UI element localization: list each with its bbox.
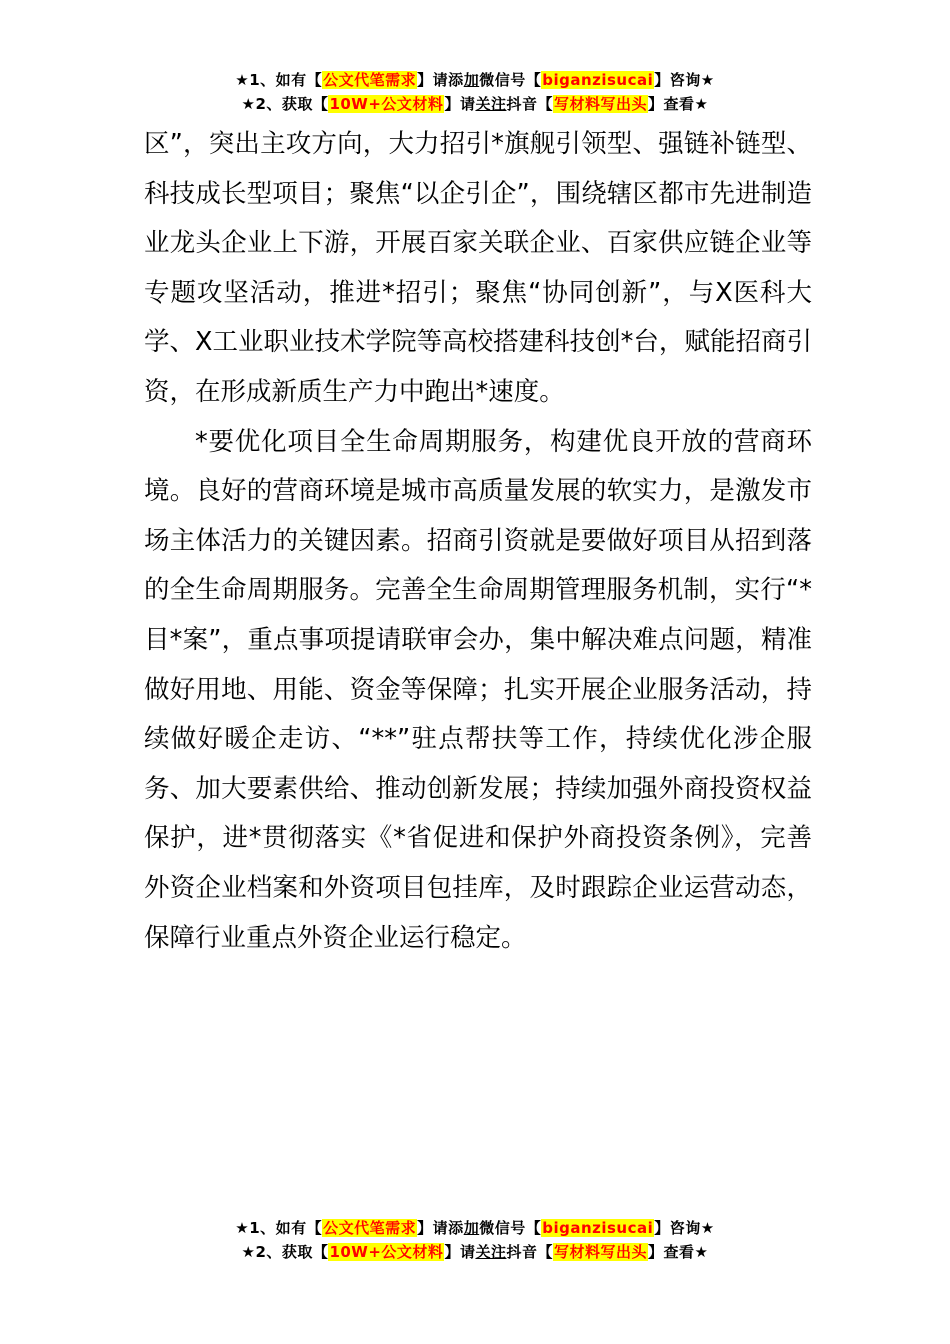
banner-text: 】咨询★ <box>654 1219 715 1237</box>
document-body <box>144 120 812 963</box>
banner-highlight: 写材料写出头 <box>553 1243 647 1261</box>
banner-highlight: 公文代笔需求 <box>323 71 417 89</box>
banner-text: 】咨询★ <box>654 71 715 89</box>
banner-text: 抖音【 <box>506 1243 553 1261</box>
banner-highlight: biganzisucai <box>542 1219 654 1237</box>
banner-text: 】请添 <box>417 1219 464 1237</box>
paragraph: *要优化项目全生命周期服务，构建优良开放的营商环境。良好的营商环境是城市高质量发展的软实力，是激发市场主体活力的关键因素。招商引资就是要做好项目从招到落的全生命周期服务。完善全生命周期管理服务机制，实行“*目*案”，重点事项提请联审会办，集中解决难点问题，精准做好用地、用能、资金等保障；扎实开展企业服务活动，持续做好暖企走访、“**”驻点帮扶等工作，持续优化涉企服务、加大要素供给、推动创新发展；持续加强外商投资权益保护，进*贯彻落实《*省促进和保护外商投资条例》，完善外资企业档案和外资项目包挂库，及时跟踪企业运营动态，保障行业重点外资企业运行稳定。 <box>144 426 812 953</box>
banner-text: 】查看★ <box>648 1243 709 1261</box>
banner-highlight: 写材料写出头 <box>553 95 647 113</box>
paragraph: 区”，突出主攻方向，大力招引*旗舰引领型、强链补链型、科技成长型项目；聚焦“以企引企”，围绕辖区都市先进制造业龙头企业上下游，开展百家关联企业、百家供应链企业等专题攻坚活动，推进*招引；聚焦“协同创新”，与X医科大学、X工业职业技术学院等高校搭建科技创*台，赋能招商引资，在形成新质生产力中跑出*速度。 <box>144 129 812 407</box>
banner-text: 微信号【 <box>479 71 542 89</box>
banner-line-2 <box>0 1240 950 1264</box>
banner-line-2 <box>0 92 950 116</box>
header-banner <box>0 68 950 116</box>
banner-highlight: 公文代笔需求 <box>323 1219 417 1237</box>
banner-line-1 <box>0 1216 950 1240</box>
banner-highlight: biganzisucai <box>542 71 654 89</box>
banner-underlined-text: 关注 <box>475 1243 507 1261</box>
banner-text: 】查看★ <box>648 95 709 113</box>
banner-highlight: 10W+公文材料 <box>329 95 444 113</box>
banner-text: 抖音【 <box>506 95 553 113</box>
banner-text: ★2、获取【 <box>241 95 329 113</box>
banner-highlight: 10W+公文材料 <box>329 1243 444 1261</box>
banner-line-1 <box>0 68 950 92</box>
banner-text: 】请添 <box>417 71 464 89</box>
banner-underlined-text: 加 <box>463 1219 480 1237</box>
banner-text: 】请 <box>444 95 476 113</box>
banner-text: 】请 <box>444 1243 476 1261</box>
banner-text: ★1、如有【 <box>235 71 323 89</box>
banner-underlined-text: 关注 <box>475 95 507 113</box>
footer-banner <box>0 1216 950 1264</box>
banner-text: ★1、如有【 <box>235 1219 323 1237</box>
banner-underlined-text: 加 <box>463 71 480 89</box>
banner-text: ★2、获取【 <box>241 1243 329 1261</box>
banner-text: 微信号【 <box>479 1219 542 1237</box>
